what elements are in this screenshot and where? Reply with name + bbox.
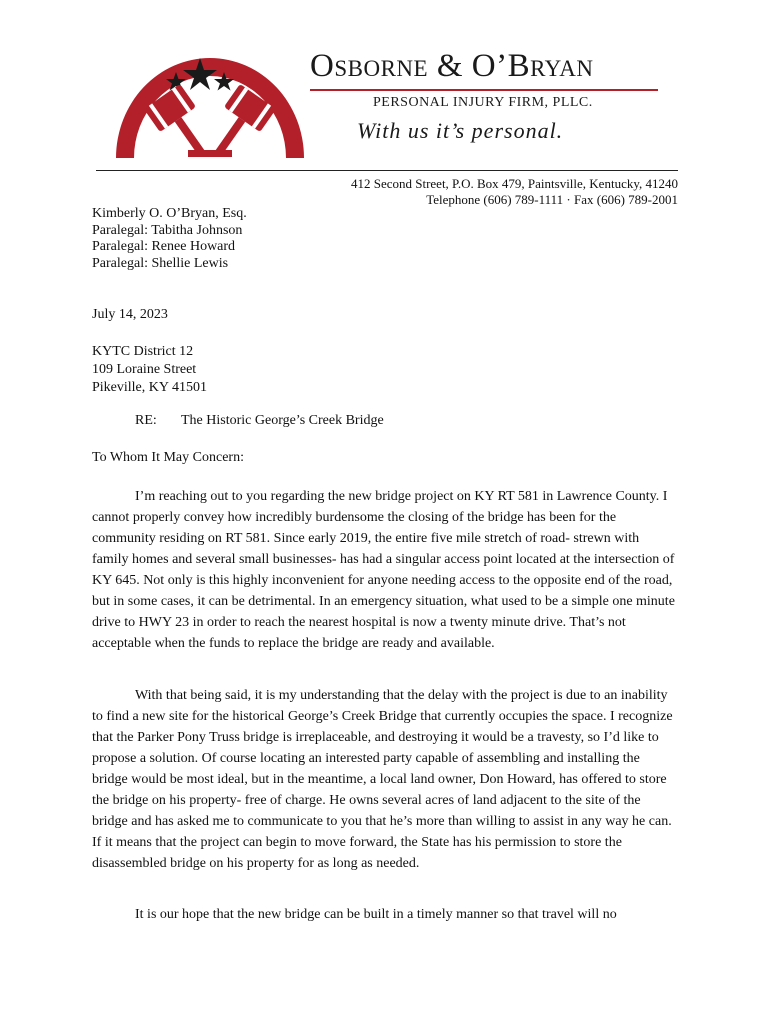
firm-name-underline xyxy=(310,89,658,91)
firm-address: 412 Second Street, P.O. Box 479, Paintsville, Kentucky, 41240 xyxy=(350,176,678,191)
subject-line xyxy=(135,413,384,429)
firm-tagline: With us it’s personal. xyxy=(357,118,564,143)
gavel-logo-icon xyxy=(110,50,310,160)
firm-address-block xyxy=(351,176,678,208)
staff-paralegal: Paralegal: Shellie Lewis xyxy=(92,255,229,271)
staff-paralegal: Paralegal: Tabitha Johnson xyxy=(92,222,243,238)
salutation: To Whom It May Concern: xyxy=(92,450,244,465)
staff-list xyxy=(92,206,247,272)
firm-logo xyxy=(110,50,310,160)
subject-label: RE: xyxy=(135,413,157,428)
subject-text: The Historic George’s Creek Bridge xyxy=(181,413,384,428)
header-divider xyxy=(96,170,678,171)
recipient-name: KYTC District 12 xyxy=(92,344,194,359)
body-paragraph: It is our hope that the new bridge can be built in a timely manner so that travel will no xyxy=(135,907,617,922)
body-paragraph: I’m reaching out to you regarding the new bridge project on KY RT 581 in Lawrence County. I cannot properly convey how incredibly burdensome the closing of the bridge has been for the community residing on RT 581. Since early 2019, the entire five mile stretch of road- strewn with family homes and several small businesses- has had a singular access point located at the intersection of KY 645. Not only is this highly inconvenient for anyone needing access to the opposite end of the road, but in some cases, it can be detrimental. In an emergency situation, what used to be a simple one minute drive to HWY 23 in order to reach the nearest hospital is now a twenty minute drive. That’s not acceptable when the funds to replace the bridge are ready and available. xyxy=(92,489,675,651)
letter-date: July 14, 2023 xyxy=(92,307,168,322)
recipient-city: Pikeville, KY 41501 xyxy=(92,380,207,395)
firm-name: Osborne & O’Bryan xyxy=(310,48,594,84)
staff-paralegal: Paralegal: Renee Howard xyxy=(92,239,236,254)
recipient-address xyxy=(92,343,207,397)
body-paragraph: With that being said, it is my understanding that the delay with the project is due to an inability to find a new site for the historical George’s Creek Bridge that currently occupies the space. I recognize that the Parker Pony Truss bridge is irreplaceable, and destroying it would be a travesty, so I’d like to propose a solution. Of course locating an interested party capable of assembling and installing the bridge would be most ideal, but in the meantime, a local land owner, Don Howard, has offered to store the bridge on his property- free of charge. He owns several acres of land adjacent to the site of the bridge and has asked me to communicate to you that he’s more than willing to assist in any way he can. If it means that the project can begin to move forward, the State has his permission to store the disassembled bridge on his property for as long as needed. xyxy=(92,688,673,871)
staff-attorney: Kimberly O. O’Bryan, Esq. xyxy=(92,206,247,221)
recipient-street: 109 Loraine Street xyxy=(92,362,197,377)
firm-subtitle: PERSONAL INJURY FIRM, PLLC. xyxy=(373,95,593,110)
firm-phone-fax: Telephone (606) 789-1111 · Fax (606) 789-2001 xyxy=(426,192,678,207)
